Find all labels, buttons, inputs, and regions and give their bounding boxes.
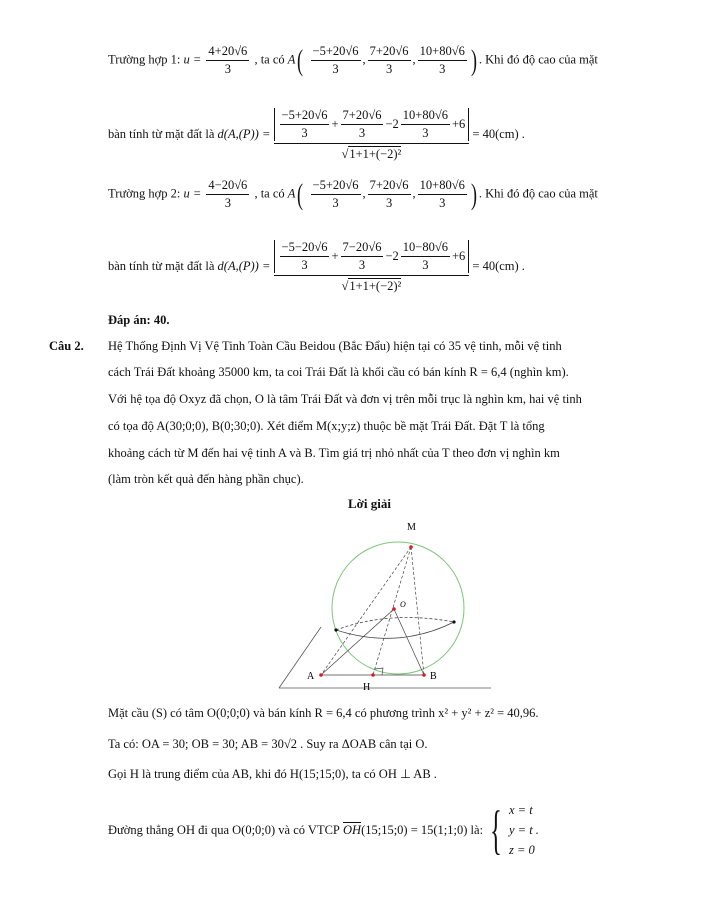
case2-distance-denominator: √1+1+(−2)² (341, 279, 402, 293)
case1-u-num: 4+20√6 (206, 44, 249, 61)
term2-num: 7+20√6 (341, 108, 384, 125)
system-eq: z = 0 (508, 843, 535, 857)
line4-prefix: Đường thẳng OH đi qua O(0;0;0) và có VTCP (108, 822, 340, 837)
case2-suffix: . Khi đó độ cao của mặt (478, 186, 598, 201)
case1-distance-numerator (274, 108, 470, 144)
question-line: (làm tròn kết quả đến hàng phần chục). (108, 472, 304, 486)
point-O (392, 607, 396, 611)
case2-z-den: 3 (439, 196, 446, 210)
case2-distance-numerator (274, 240, 470, 276)
term2-den: 3 (358, 258, 366, 272)
minus-two: −2 (385, 249, 399, 263)
case1-z (418, 44, 467, 77)
equator-front (336, 622, 454, 638)
line-system (509, 800, 539, 860)
sphere-figure (270, 515, 510, 695)
case1-result: = 40(cm) . (472, 126, 525, 141)
question-line: Hệ Thống Định Vị Vệ Tinh Toàn Cầu Beidou (Bắc Đẩu) hiện tại có 35 vệ tinh, mỗi vệ tinh (108, 339, 562, 353)
line4-rest: (15;15;0) = 15(1;1;0) là: (361, 822, 484, 837)
plane-edge (279, 627, 321, 688)
term3 (401, 108, 450, 141)
case1-y-den: 3 (385, 62, 393, 76)
case1-distance-line (108, 108, 525, 162)
case1-dist-lhs: d(A,(P)) = (217, 126, 271, 141)
case1-u-fraction (206, 44, 249, 77)
point-A (319, 673, 323, 677)
term2-den: 3 (358, 126, 366, 140)
open-paren: ( (297, 177, 304, 211)
case2-distance-fraction (274, 240, 470, 294)
case1-z-num: 10+80√6 (418, 44, 467, 61)
label-B: B (430, 671, 437, 682)
solution-title: Lời giải (348, 496, 391, 511)
solution-line-4 (108, 800, 539, 860)
question-line: cách Trái Đất khoảng 35000 km, ta coi Trái Đất là khối cầu có bán kính R = 6,4 (nghìn km). (108, 365, 569, 379)
case1-line: Trường hợp 1: u = $\frac{4+20√6}{3}$ , ta có A( $\frac{-5+20√6}{3}$ , $\frac{7+20√6}{3}$ , $\frac{10+80√6}{3}$ ) . Khi đó độ cao của mặt (108, 43, 598, 77)
case2-y-den: 3 (385, 196, 393, 210)
term3-den: 3 (422, 258, 429, 272)
label-O: O (400, 600, 406, 609)
case1-u-label: u = (183, 52, 202, 67)
line-MA (321, 547, 411, 675)
close-paren: ) (470, 177, 477, 211)
case2-result: = 40(cm) . (472, 258, 525, 273)
term3-num: 10+80√6 (401, 108, 450, 125)
case1-x (311, 44, 361, 77)
case1-y-num: 7+20√6 (368, 44, 411, 61)
case2-x-den: 3 (332, 196, 339, 210)
case2-u-num: 4−20√6 (206, 178, 249, 195)
term2-num: 7−20√6 (341, 240, 384, 257)
system-eq: y = t . (508, 823, 539, 837)
term3-den: 3 (422, 126, 429, 140)
case2-u-fraction (206, 178, 249, 211)
term1-den: 3 (301, 258, 308, 272)
close-paren: ) (470, 43, 477, 77)
line-OB (394, 609, 424, 675)
term1-num: −5+20√6 (280, 108, 330, 125)
term1 (280, 108, 330, 141)
root-content: 1+1+(−2)² (349, 279, 402, 293)
term1-den: 3 (301, 126, 308, 140)
case2-dist-lhs: d(A,(P)) = (217, 258, 271, 273)
term1-num: −5−20√6 (280, 240, 330, 257)
open-paren: ( (297, 43, 304, 77)
vector-OH: OH (343, 823, 362, 837)
line-MB (411, 547, 424, 675)
term2 (341, 240, 384, 273)
line-OA (321, 609, 394, 675)
question-line: có tọa độ A(30;0;0), B(0;30;0). Xét điểm M(x;y;z) thuộc bề mặt Trái Đất. Đặt T là tổng (108, 419, 545, 433)
case1-dist-prefix: bàn tính từ mặt đất là (108, 126, 215, 141)
case2-y-num: 7+20√6 (368, 178, 411, 195)
point-H (371, 673, 375, 677)
case2-u-label: u = (183, 186, 202, 201)
case1-mid: , ta có (254, 52, 285, 67)
case2-prefix: Trường hợp 2: (108, 186, 181, 201)
label-H: H (363, 682, 371, 693)
case1-x-num: −5+20√6 (311, 44, 361, 61)
case2-u-den: 3 (224, 196, 231, 210)
case2-z (418, 178, 467, 211)
plus-six: +6 (451, 249, 466, 263)
case2-x (311, 178, 361, 211)
term1 (280, 240, 330, 273)
equator-point (452, 620, 455, 623)
plus: + (331, 117, 339, 131)
root-content: 1+1+(−2)² (349, 147, 402, 161)
case2-y (368, 178, 411, 211)
absolute-value (274, 108, 470, 141)
answer: Đáp án: 40. (108, 313, 170, 327)
case2-mid: , ta có (254, 186, 285, 201)
question-line: khoảng cách từ M đến hai vệ tinh A và B. Tìm giá trị nhỏ nhất của T theo đơn vị nghìn km (108, 446, 560, 460)
question-label: Câu 2. (49, 339, 84, 353)
case1-u-den: 3 (224, 62, 231, 76)
minus-two: −2 (385, 117, 399, 131)
case2-A: A (287, 186, 296, 201)
question-line: Với hệ tọa độ Oxyz đã chọn, O là tâm Trái Đất và đơn vị trên mỗi trục là nghìn km, hai vệ tinh (108, 392, 582, 406)
case2-z-num: 10+80√6 (418, 178, 467, 195)
case1-suffix: . Khi đó độ cao của mặt (478, 52, 598, 67)
case1-prefix: Trường hợp 1: (108, 52, 181, 67)
case1-distance-fraction (274, 108, 470, 162)
plus: + (331, 249, 339, 263)
label-M: M (407, 522, 416, 533)
equator-point (334, 628, 337, 631)
absolute-value (274, 240, 470, 273)
case1-distance-denominator: √1+1+(−2)² (341, 147, 402, 161)
solution-line: Gọi H là trung điểm của AB, khi đó H(15;15;0), ta có OH ⊥ AB . (108, 767, 437, 781)
point-M (409, 545, 413, 549)
solution-line: Ta có: OA = 30; OB = 30; AB = 30√2 . Suy ra ΔOAB cân tại O. (108, 737, 428, 751)
term2 (341, 108, 384, 141)
case1-y (368, 44, 411, 77)
case1-z-den: 3 (439, 62, 446, 76)
case1-A: A (287, 52, 296, 67)
case2-line: Trường hợp 2: u = $\frac{4-20√6}{3}$ , ta có A( $\frac{-5+20√6}{3}$ , $\frac{7+20√6}{3}$ , $\frac{10+80√6}{3}$ ) . Khi đó độ cao của mặt (108, 177, 598, 211)
solution-line: Mặt cầu (S) có tâm O(0;0;0) và bán kính R = 6,4 có phương trình x² + y² + z² = 40,96. (108, 706, 539, 720)
case2-dist-prefix: bàn tính từ mặt đất là (108, 258, 215, 273)
equator-back (336, 618, 454, 631)
case1-x-den: 3 (332, 62, 339, 76)
term3 (401, 240, 450, 273)
term3-num: 10−80√6 (401, 240, 450, 257)
system-brace: { (490, 800, 502, 860)
case2-distance-line (108, 240, 525, 294)
label-A: A (307, 671, 315, 682)
case2-x-num: −5+20√6 (311, 178, 361, 195)
system-eq: x = t (508, 803, 533, 817)
point-B (422, 673, 426, 677)
plus-six: +6 (451, 117, 466, 131)
sphere-outline (332, 542, 464, 674)
